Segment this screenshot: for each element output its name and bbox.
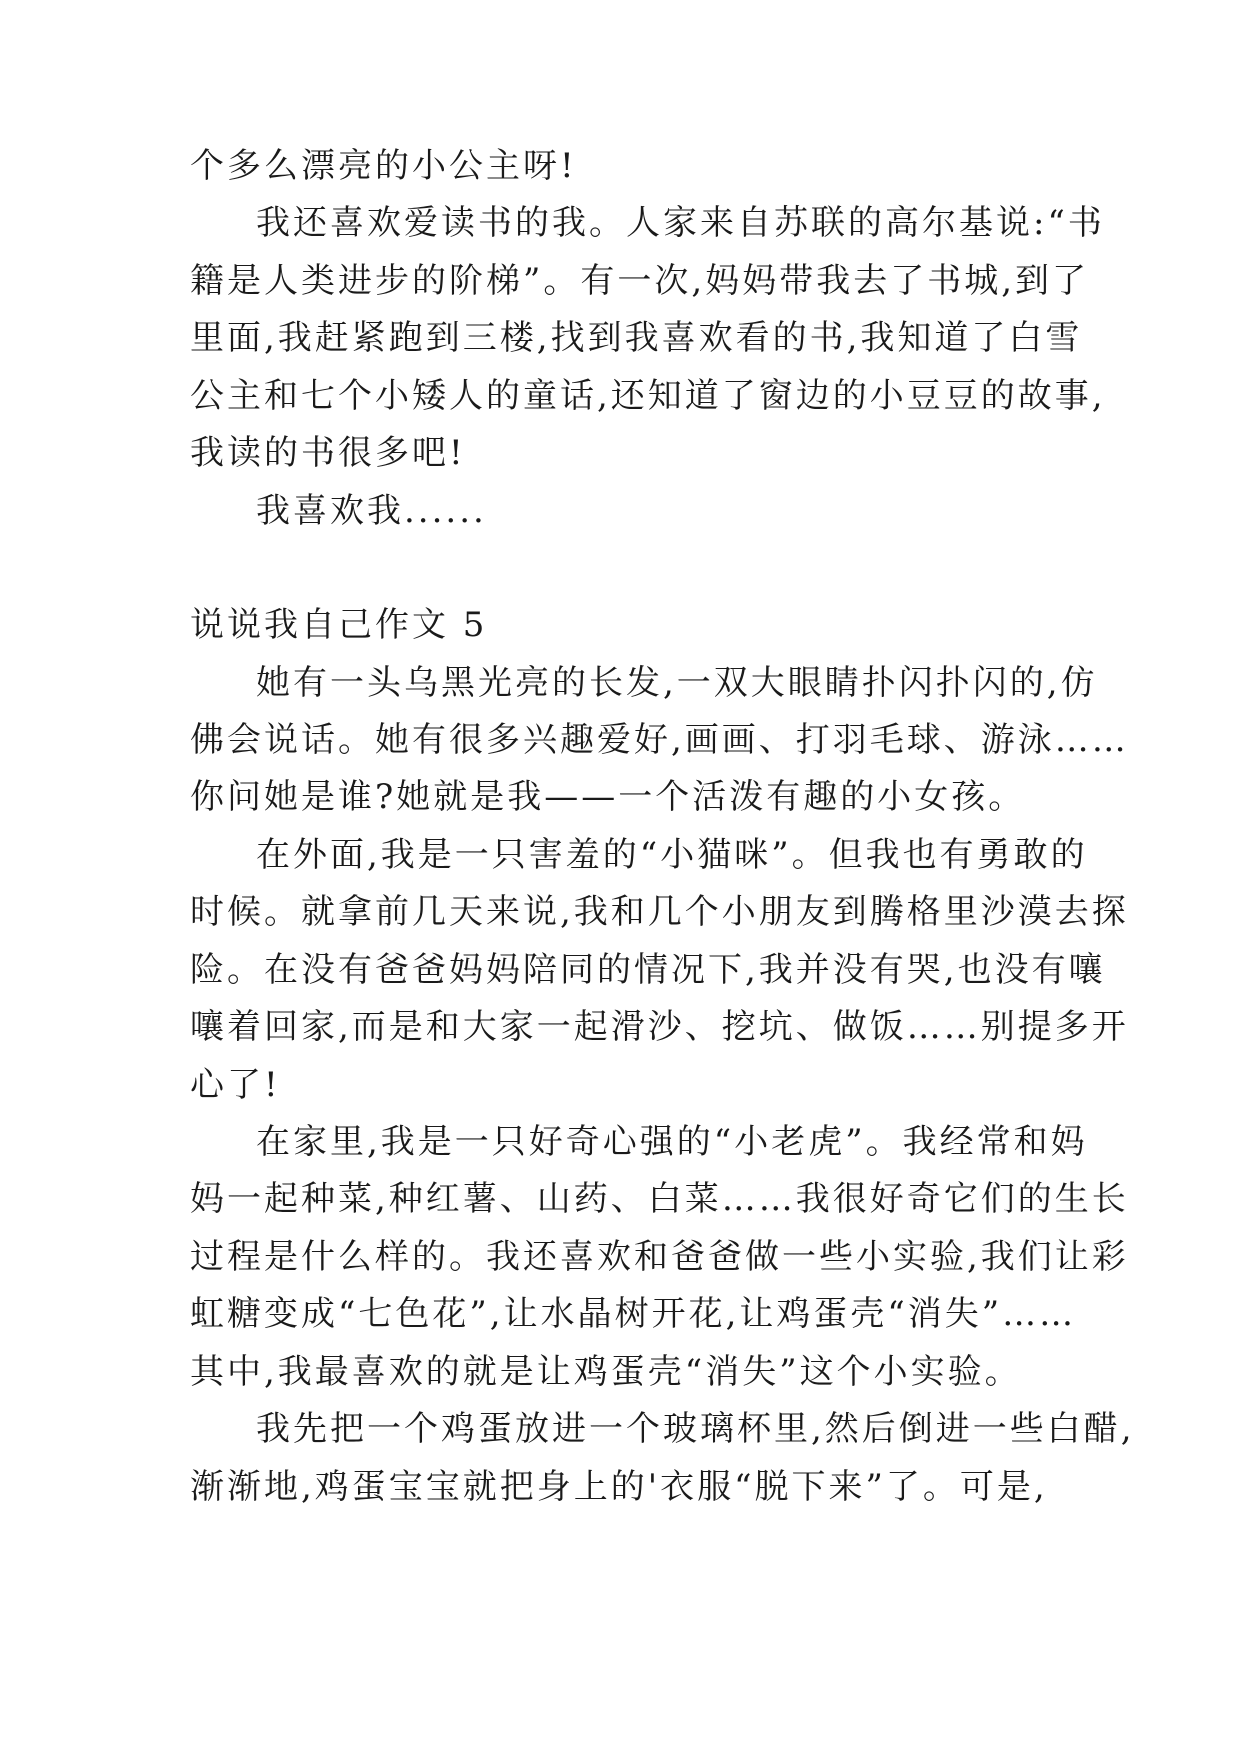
text-line: 险。在没有爸爸妈妈陪同的情况下,我并没有哭,也没有嚷: [190, 950, 1106, 990]
text-line: 虹糖变成“七色花”,让水晶树开花,让鸡蛋壳“消失”……: [190, 1294, 1077, 1334]
paragraph-start: 我先把一个鸡蛋放进一个玻璃杯里,然后倒进一些白醋,: [256, 1409, 1135, 1449]
text-line: 里面,我赶紧跑到三楼,找到我喜欢看的书,我知道了白雪: [190, 318, 1083, 358]
text-line: 籍是人类进步的阶梯”。有一次,妈妈带我去了书城,到了: [190, 261, 1089, 301]
text-line: 我读的书很多吧!: [190, 433, 466, 473]
paragraph-start: 在外面,我是一只害羞的“小猫咪”。但我也有勇敢的: [256, 835, 1088, 875]
text-line: 妈一起种菜,种红薯、山药、白菜……我很好奇它们的生长: [190, 1179, 1129, 1219]
section-title: 说说我自己作文 5: [190, 605, 488, 645]
paragraph-start: 在家里,我是一只好奇心强的“小老虎”。我经常和妈: [256, 1122, 1088, 1162]
text-line: 嚷着回家,而是和大家一起滑沙、挖坑、做饭……别提多开: [190, 1007, 1129, 1047]
text-line: 渐渐地,鸡蛋宝宝就把身上的'衣服“脱下来”了。可是,: [190, 1467, 1048, 1507]
paragraph-start: 我喜欢我......: [256, 491, 487, 531]
text-line: 公主和七个小矮人的童话,还知道了窗边的小豆豆的故事,: [190, 376, 1106, 416]
text-line: 时候。就拿前几天来说,我和几个小朋友到腾格里沙漠去探: [190, 892, 1129, 932]
text-line: 个多么漂亮的小公主呀!: [190, 146, 577, 186]
paragraph-start: 我还喜欢爱读书的我。人家来自苏联的高尔基说:“书: [256, 203, 1105, 243]
paragraph-start: 她有一头乌黑光亮的长发,一双大眼睛扑闪扑闪的,仿: [256, 663, 1098, 703]
text-line: 过程是什么样的。我还喜欢和爸爸做一些小实验,我们让彩: [190, 1237, 1129, 1277]
text-line: 佛会说话。她有很多兴趣爱好,画画、打羽毛球、游泳……: [190, 720, 1129, 760]
text-line: 你问她是谁?她就是我——一个活泼有趣的小女孩。: [190, 777, 1026, 817]
text-line: 心了!: [190, 1065, 281, 1105]
text-line: 其中,我最喜欢的就是让鸡蛋壳“消失”这个小实验。: [190, 1352, 1022, 1392]
